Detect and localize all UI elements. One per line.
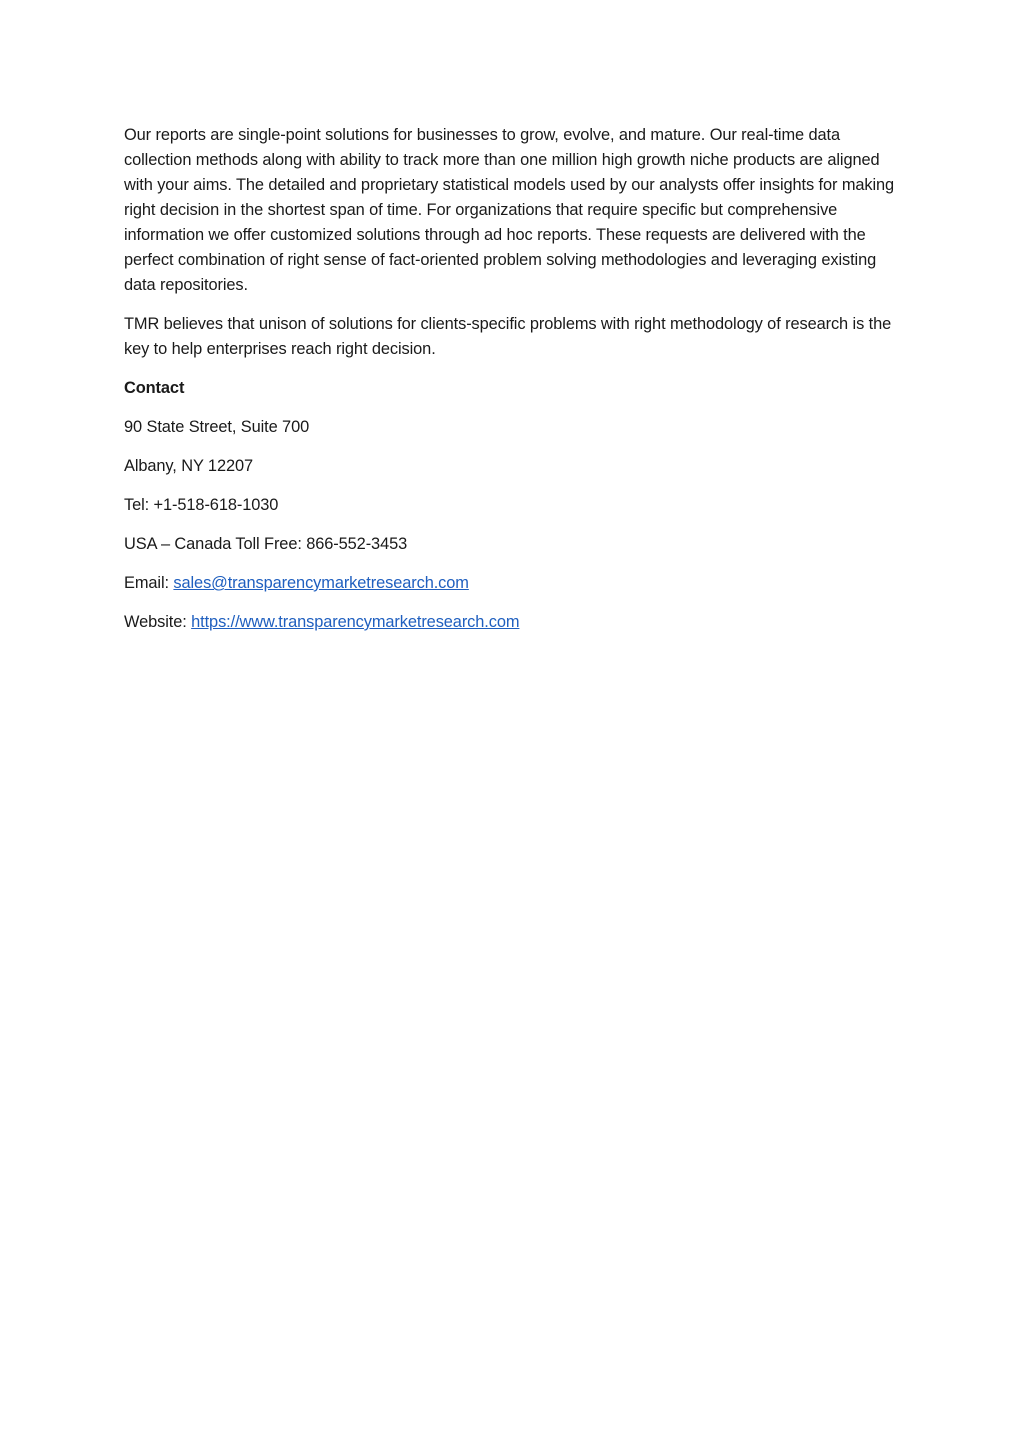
website-label: Website: [124,613,192,631]
email-row [124,571,910,596]
intro-paragraph: Our reports are single-point solutions for businesses to grow, evolve, and mature. Our real-time data collection methods along with ability to track more than one million high growth niche products are aligned with your aims. The detailed and proprietary statistical models used by our analysts offer insights for making right decision in the shortest span of time. For organizations that require specific but comprehensive information we offer customized solutions through ad hoc reports. These requests are delivered with the perfect combination of right sense of fact-oriented problem solving methodologies and leveraging existing data repositories. [124,126,895,294]
document-body [124,123,910,649]
toll-free-number: USA – Canada Toll Free: 866-552-3453 [124,535,408,553]
telephone: Tel: +1-518-618-1030 [124,496,279,514]
contact-heading: Contact [124,379,185,397]
address-line-2: Albany, NY 12207 [124,457,254,475]
email-label: Email: [124,574,174,592]
website-row [124,610,910,635]
belief-paragraph: TMR believes that unison of solutions for clients-specific problems with right methodology of research is the key to help enterprises reach right decision. [124,315,892,358]
email-link[interactable]: sales@transparencymarketresearch.com [173,574,469,592]
address-line-1: 90 State Street, Suite 700 [124,418,310,436]
website-link[interactable]: https://www.transparencymarketresearch.com [191,613,520,631]
